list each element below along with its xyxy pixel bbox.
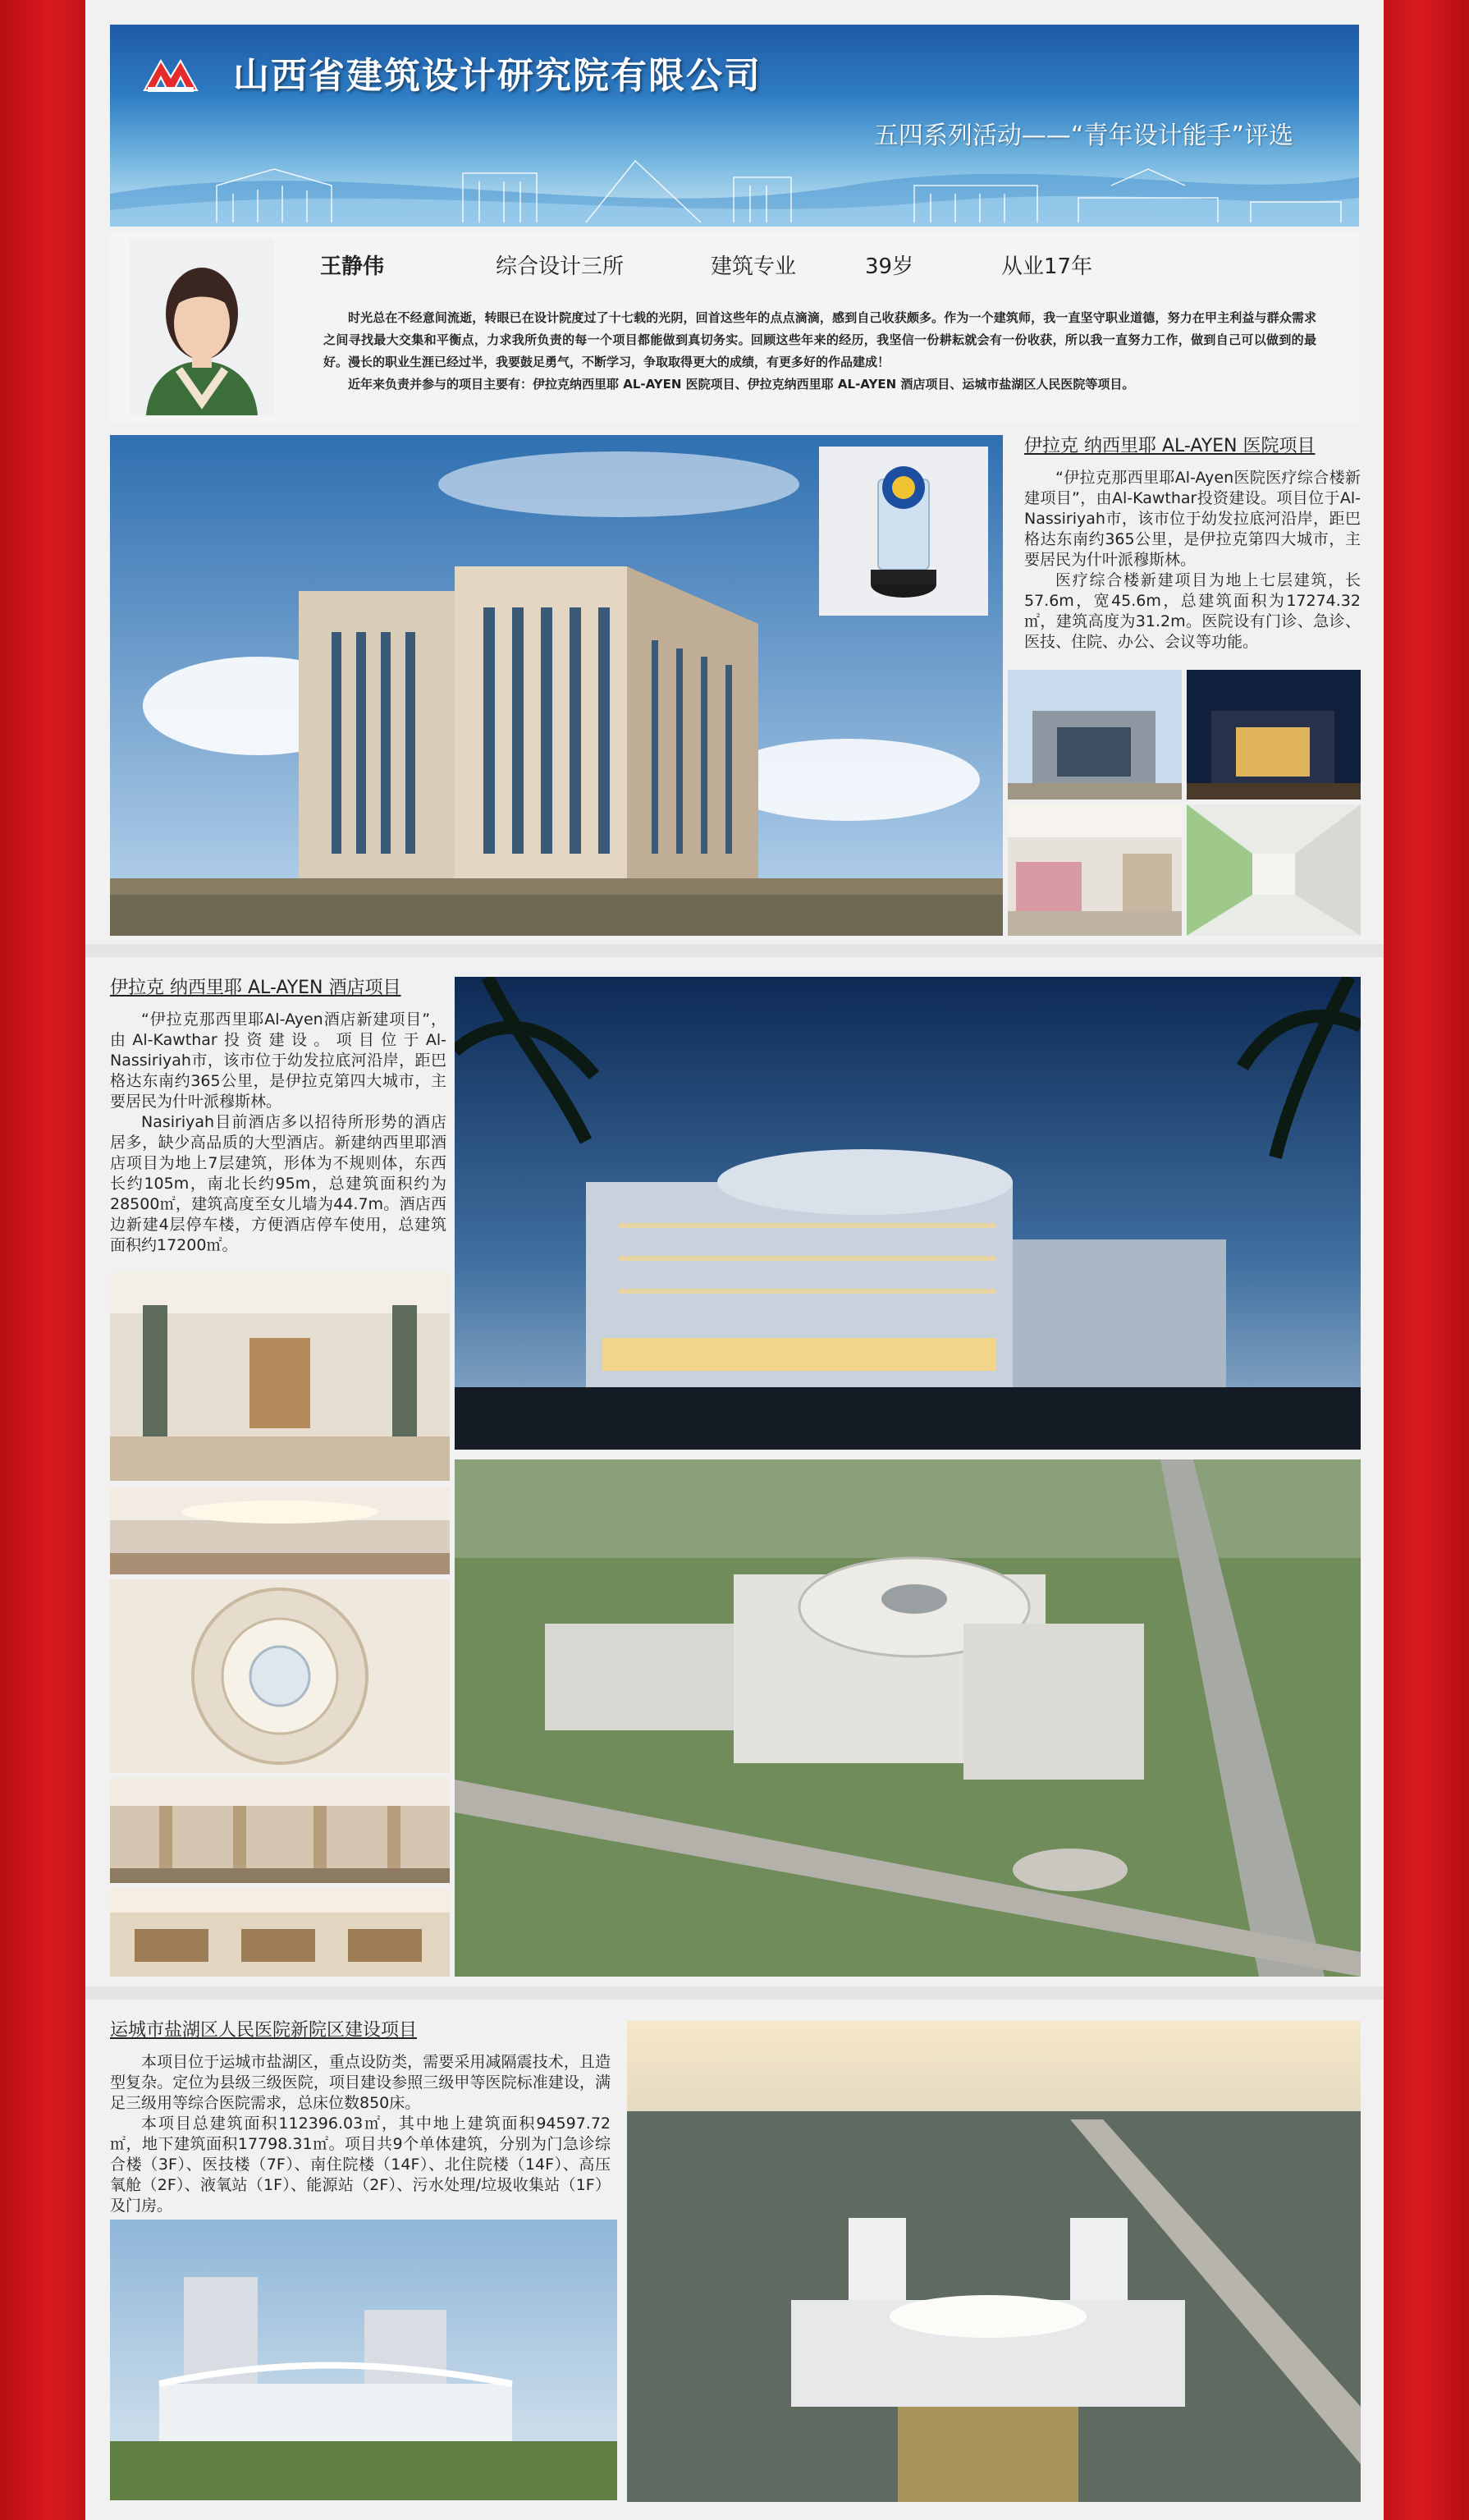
hotel-lobby-photo	[110, 1272, 450, 1481]
yuncheng-street-render	[110, 2220, 617, 2500]
hotel-description	[110, 1010, 446, 1256]
poster	[85, 0, 1384, 2520]
hospital-paragraph: 医疗综合楼新建项目为地上七层建筑，长57.6m，宽45.6m，总建筑面积为17274.32㎡，建筑高度为31.2m。医院设有门诊、急诊、医技、住院、办公、会议等功能。	[1024, 571, 1361, 651]
profile-bio	[323, 307, 1316, 396]
yuncheng-description	[110, 2052, 611, 2216]
hotel-night-render	[455, 977, 1361, 1450]
hotel-title: 伊拉克 纳西里耶 AL-AYEN 酒店项目	[110, 978, 401, 998]
company-name: 山西省建筑设计研究院有限公司	[233, 55, 762, 97]
yuncheng-paragraph: 本项目总建筑面积112396.03㎡，其中地上建筑面积94597.72㎡，地下建筑面积17798.31㎡。项目共9个单体建筑，分别为门急诊综合楼（3F）、医技楼（7F）、南住院楼（14F）、北住院楼（14F）、高压氧舱（2F）、液氧站（1F）、能源站（2F）、污水处理/垃圾收集站（1F）及门房。	[110, 2115, 611, 2215]
hospital-lobby-photo	[1008, 804, 1182, 936]
hospital-corridor-photo	[1187, 804, 1361, 936]
company-logo-icon	[141, 49, 200, 95]
portrait-photo	[130, 238, 274, 415]
hotel-restaurant-photo	[110, 1888, 450, 1977]
hotel-paragraph: “伊拉克那西里耶Al-Ayen酒店新建项目”，由Al-Kawthar投资建设。项目位于Al-Nassiriyah市，该市位于幼发拉底河沿岸，距巴格达东南约365公里，是伊拉克第四大城市，主要居民为什叶派穆斯林。	[110, 1010, 446, 1111]
profile-section	[110, 231, 1359, 422]
section-divider	[85, 1986, 1384, 2000]
hotel-hall-photo	[110, 1778, 450, 1883]
hotel-aerial-render	[455, 1459, 1361, 1977]
bio-paragraph: 时光总在不经意间流逝，转眼已在设计院度过了十七载的光阴，回首这些年的点点滴滴，感到自己收获颇多。作为一个建筑师，我一直坚守职业道德，努力在甲主利益与群众需求之间寻找最大交集和平衡点，力求我所负责的每一个项目都能做到真切务实。回顾这些年来的经历，我坚信一份耕耘就会有一份收获，所以我一直努力工作，做到自己可以做到的最好。漫长的职业生涯已经过半，我要鼓足勇气，不断学习，争取取得更大的成绩，有更多好的作品建成！	[323, 310, 1316, 369]
yuncheng-title: 运城市盐湖区人民医院新院区建设项目	[110, 2020, 418, 2041]
bio-paragraph: 近年来负责并参与的项目主要有：伊拉克纳西里耶 AL-AYEN 医院项目、伊拉克纳西里耶 AL-AYEN 酒店项目、运城市盐湖区人民医院等项目。	[348, 377, 1135, 392]
award-trophy-photo	[819, 447, 988, 616]
hospital-paragraph: “伊拉克那西里耶Al-Ayen医院医疗综合楼新建项目”，由Al-Kawthar投资建设。项目位于Al-Nassiriyah市，该市位于幼发拉底河沿岸，距巴格达东南约365公里，是伊拉克第四大城市，主要居民为什叶派穆斯林。	[1024, 469, 1361, 569]
hospital-title: 伊拉克 纳西里耶 AL-AYEN 医院项目	[1024, 436, 1316, 456]
yuncheng-aerial-render	[627, 2021, 1361, 2502]
hospital-description	[1024, 468, 1361, 653]
yuncheng-paragraph: 本项目位于运城市盐湖区，重点设防类，需要采用减隔震技术，且造型复杂。定位为县级三级医院，项目建设参照三级甲等医院标准建设，满足三级用等综合医院需求，总床位数850床。	[110, 2053, 611, 2112]
profile-specialty: 建筑专业	[711, 254, 797, 279]
section-divider	[85, 944, 1384, 957]
event-title: 五四系列活动——“青年设计能手”评选	[873, 121, 1293, 150]
hospital-entrance-night-photo	[1187, 670, 1361, 800]
hotel-paragraph: Nasiriyah目前酒店多以招待所形势的酒店居多，缺少高品质的大型酒店。新建纳西里耶酒店项目为地上7层建筑，形体为不规则体，东西长约105m，南北长约95m，总建筑面积约为28500㎡，建筑高度至女儿墙为44.7m。酒店西边新建4层停车楼，方便酒店停车使用，总建筑面积约17200㎡。	[110, 1113, 446, 1254]
profile-name: 王静伟	[320, 254, 385, 279]
hotel-dome-ceiling-photo	[110, 1579, 450, 1773]
profile-department: 综合设计三所	[496, 254, 625, 279]
hotel-ballroom-photo	[110, 1487, 450, 1574]
profile-age: 39岁	[865, 254, 914, 279]
header-banner	[110, 25, 1359, 227]
hospital-entrance-day-photo	[1008, 670, 1182, 800]
profile-experience: 从业17年	[1001, 254, 1093, 279]
